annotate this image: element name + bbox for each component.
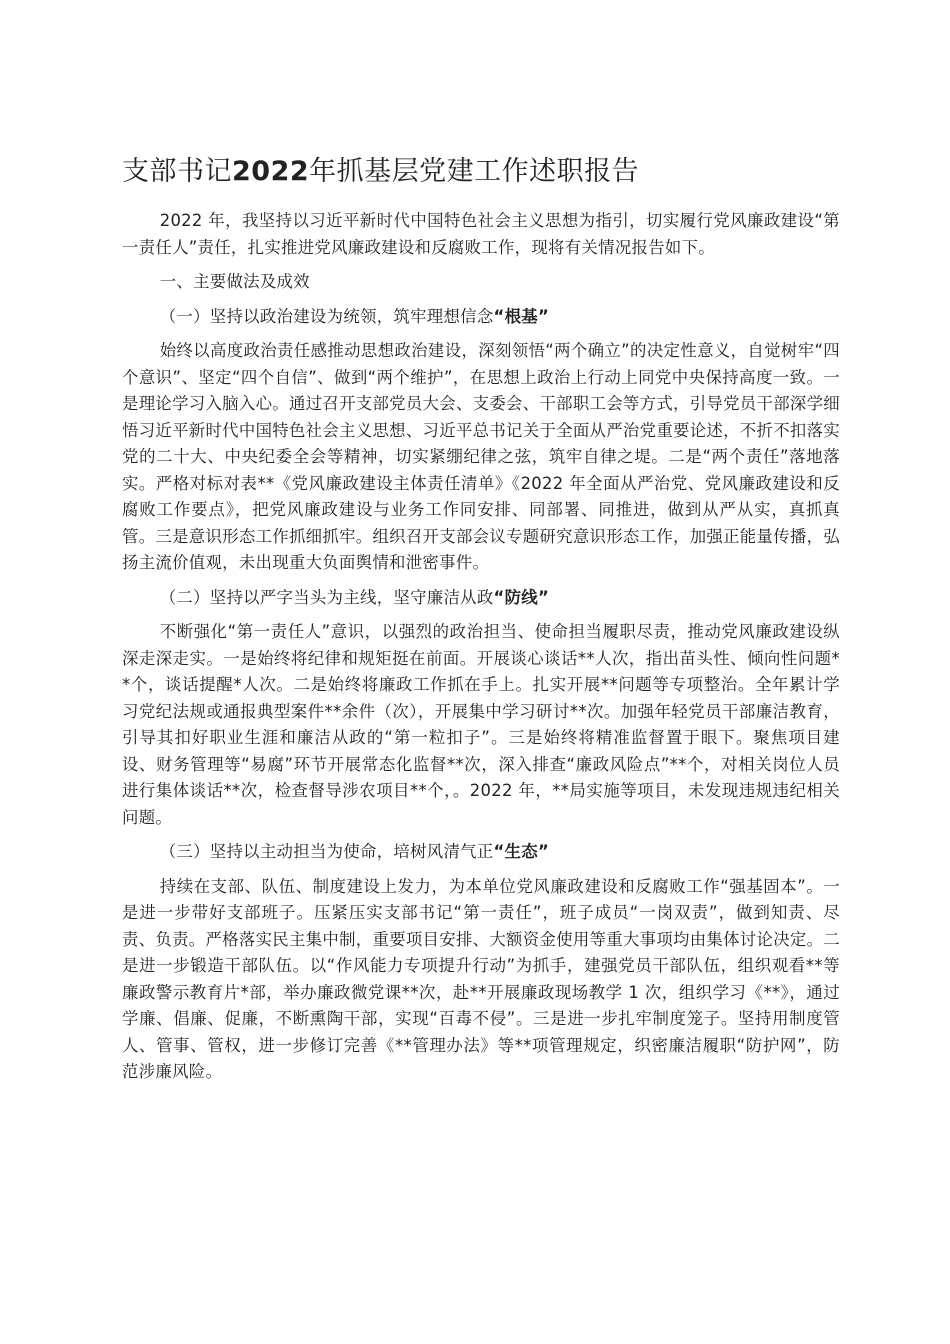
subsection3-body: 持续在支部、队伍、制度建设上发力，为本单位党风廉政建设和反腐败工作“强基固本”。一是进一步带好支部班子。压紧压实支部书记“第一责任”，班子成员“一岗双责”，做到知责、尽责、负责。严格落实民主集中制，重要项目安排、大额资金使用等重大事项均由集体讨论决定。二是进一步锻造干部队伍。以“作风能力专项提升行动”为抓手，建强党员干部队伍，组织观看**等廉政警示教育片*部，举办廉政微党课**次，赴**开展廉政现场教学 1 次，组织学习《**》，通过学廉、倡廉、促廉，不断熏陶干部，实现“百毒不侵”。三是进一步扎牢制度笼子。坚持用制度管人、管事、管权，进一步修订完善《**管理办法》等**项管理规定，织密廉洁履职“防护网”，防范涉廉风险。 [122,876,840,1081]
title-year: 2022 [232,156,310,187]
subsection1-heading-quote: “根基” [493,306,550,326]
title-part2: 年抓基层党建工作述职报告 [309,156,640,187]
title-part1: 支部书记 [122,156,232,187]
subsection1-heading [122,304,840,331]
section1-heading: 一、主要做法及成效 [159,272,310,291]
subsection3-heading-quote: “生态” [493,842,550,861]
page-title [122,150,840,194]
subsection3-heading [122,839,840,866]
subsection2-heading-text: （二）坚持以严字当头为主线，坚守廉洁从政 [159,587,494,607]
document-page [122,150,840,1094]
subsection1-heading-text: （一）坚持以政治建设为统领，筑牢理想信念 [159,306,494,326]
subsection1-body: 始终以高度政治责任感推动思想政治建设，深刻领悟“两个确立”的决定性意义，自觉树牢“四个意识”、坚定“四个自信”、做到“两个维护”，在思想上政治上行动上同党中央保持高度一致。一是理论学习入脑入心。通过召开支部党员大会、支委会、干部职工会等方式，引导党员干部深学细悟习近平新时代中国特色社会主义思想、习近平总书记关于全面从严治党重要论述，不折不扣落实党的二十大、中央纪委全会等精神，切实紧绷纪律之弦，筑牢自律之堤。二是“两个责任”落地落实。严格对标对表**《党风廉政建设主体责任清单》《2022 年全面从严治党、党风廉政建设和反腐败工作要点》，把党风廉政建设与业务工作同安排、同部署、同推进，做到从严从实，真抓真管。三是意识形态工作抓细抓牢。组织召开支部会议专题研究意识形态工作，加强正能量传播，弘扬主流价值观，未出现重大负面舆情和泄密事件。 [122,341,840,572]
subsection2-heading-quote: “防线” [493,587,550,607]
subsection2-heading [122,585,840,612]
subsection3-heading-text: （三）坚持以主动担当为使命，培树风清气正 [159,842,494,861]
intro-paragraph: 2022 年，我坚持以习近平新时代中国特色社会主义思想为指引，切实履行党风廉政建设“第一责任人”责任，扎实推进党风廉政建设和反腐败工作，现将有关情况报告如下。 [122,211,840,257]
subsection2-body: 不断强化“第一责任人”意识，以强烈的政治担当、使命担当履职尽责，推动党风廉政建设纵深走深走实。一是始终将纪律和规矩挺在前面。开展谈心谈话**人次，指出苗头性、倾向性问题**个，谈话提醒*人次。二是始终将廉政工作抓在手上。扎实开展**问题等专项整治。全年累计学习党纪法规或通报典型案件**余件（次），开展集中学习研讨**次。加强年轻党员干部廉洁教育，引导其扣好职业生涯和廉洁从政的“第一粒扣子”。三是始终将精准监督置于眼下。聚焦项目建设、财务管理等“易腐”环节开展常态化监督**次，深入排查“廉政风险点”**个，对相关岗位人员进行集体谈话**次，检查督导涉农项目**个，。2022 年，**局实施等项目，未发现违规违纪相关问题。 [122,622,840,827]
